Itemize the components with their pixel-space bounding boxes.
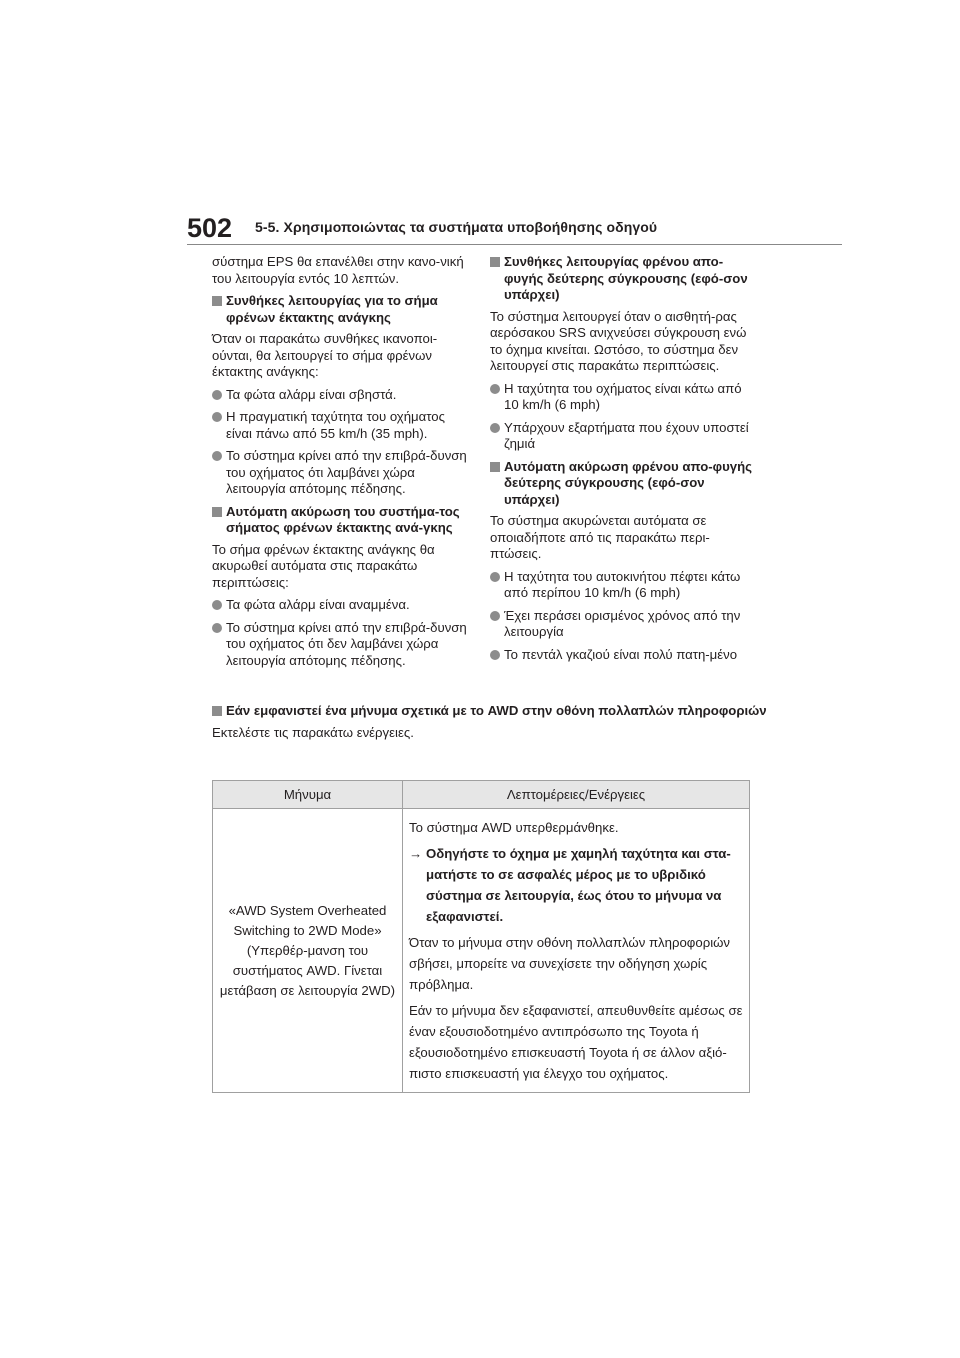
list-item — [212, 597, 474, 614]
section-heading — [212, 703, 772, 720]
list-item — [490, 647, 752, 664]
heading-text: Συνθήκες λειτουργίας για το σήμα φρένων έκτακτης ανάγκης — [226, 293, 438, 325]
square-bullet-icon — [490, 462, 500, 472]
list-item-text: Το σύστημα κρίνει από την επιβρά-δυνση του οχήματος ότι λαμβάνει χώρα λειτουργία απότομης πέδησης. — [226, 448, 467, 496]
table-row — [213, 809, 750, 1093]
circle-bullet-icon — [212, 623, 222, 633]
list-item — [490, 608, 752, 641]
list-item-text: Η πραγματική ταχύτητα του οχήματος είναι πάνω από 55 km/h (35 mph). — [226, 409, 445, 441]
list-item-text: Υπάρχουν εξαρτήματα που έχουν υποστεί ζημιά — [504, 419, 749, 451]
body-paragraph: Όταν οι παρακάτω συνθήκες ικανοποι-ούνται, θα λειτουργεί το σήμα φρένων έκτακτης ανάγκης: — [212, 331, 438, 379]
action-text: Οδηγήστε το όχημα με χαμηλή ταχύτητα και στα-ματήστε το σε ασφαλές μέρος με το υβριδικό σύστημα σε λειτουργία, έως ότου το μήνυμα να εξαφανιστεί. — [426, 846, 731, 924]
heading-text: Εάν εμφανιστεί ένα μήνυμα σχετικά με το AWD στην οθόνη πολλαπλών πληροφοριών — [226, 703, 767, 718]
heading-text: Αυτόματη ακύρωση φρένου απο-φυγής δεύτερης σύγκρουσης (εφό-σον υπάρχει) — [504, 458, 753, 507]
section-title: 5-5. Χρησιμοποιώντας τα συστήματα υποβοήθησης οδηγού — [255, 219, 658, 235]
list-item — [212, 409, 474, 442]
list-item-text: Τα φώτα αλάρμ είναι αναμμένα. — [226, 597, 410, 612]
list-item-text: Το σύστημα κρίνει από την επιβρά-δυνση του οχήματος ότι δεν λαμβάνει χώρα λειτουργία απότομης πέδησης. — [226, 619, 467, 668]
list-item-text: Το πεντάλ γκαζιού είναι πολύ πατη-μένο — [504, 646, 738, 662]
list-item — [212, 620, 474, 670]
section-heading — [212, 293, 474, 326]
details-paragraph: Εάν το μήνυμα δεν εξαφανιστεί, απευθυνθείτε αμέσως σε έναν εξουσιοδοτημένο αντιπρόσωπο της Toyota ή εξουσιοδοτημένο επισκευαστή Toyota ή σε άλλον αξιό-πιστο επισκευαστή για έλεγχο του οχήματος. — [409, 1003, 743, 1081]
section-heading — [490, 459, 752, 509]
body-paragraph: Το σήμα φρένων έκτακτης ανάγκης θα ακυρωθεί αυτόματα στις παρακάτω περιπτώσεις: — [212, 541, 435, 590]
circle-bullet-icon — [490, 611, 500, 621]
section-heading — [490, 254, 752, 304]
list-item — [490, 381, 752, 414]
table-header-row — [213, 781, 750, 809]
list-item — [490, 569, 752, 602]
page-number: 502 — [187, 213, 233, 243]
heading-text: Συνθήκες λειτουργίας φρένου απο-φυγής δεύτερης σύγκρουσης (εφό-σον υπάρχει) — [504, 254, 748, 302]
arrow-right-icon: → — [409, 846, 423, 861]
body-paragraph: Εκτελέστε τις παρακάτω ενέργειες. — [212, 724, 414, 740]
action-instruction — [409, 843, 743, 927]
intro-paragraph: σύστημα EPS θα επανέλθει στην κανο-νική του λειτουργία εντός 10 λεπτών. — [212, 254, 464, 286]
details-line: Το σύστημα AWD υπερθερμάνθηκε. — [409, 820, 619, 835]
details-cell — [403, 809, 750, 1093]
list-item-text: Η ταχύτητα του αυτοκινήτου πέφτει κάτω από περίπου 10 km/h (6 mph) — [504, 568, 741, 600]
list-item — [212, 448, 474, 498]
section-heading — [212, 504, 474, 537]
list-item-text: Τα φώτα αλάρμ είναι σβηστά. — [226, 386, 397, 402]
body-paragraph: Το σύστημα ακυρώνεται αυτόματα σε οποιαδήποτε από τις παρακάτω περι-πτώσεις. — [490, 513, 710, 561]
heading-text: Αυτόματη ακύρωση του συστήμα-τος σήματος φρένων έκτακτης ανά-γκης — [226, 503, 460, 535]
list-item — [212, 387, 474, 404]
body-paragraph: Το σύστημα λειτουργεί όταν ο αισθητή-ρας αερόσακου SRS ανιχνεύσει σύγκρουση ενώ το όχημα κινείται. Ωστόσο, το σύστημα δεν λειτουργεί στις παρακάτω περιπτώσεις. — [490, 308, 747, 373]
circle-bullet-icon — [212, 412, 222, 422]
page-header — [187, 210, 842, 246]
message-cell: «AWD System Overheated Switching to 2WD Mode» (Υπερθέρ-μανση του συστήματος AWD. Γίνεται μετάβαση σε λειτουργία 2WD) — [213, 809, 403, 1093]
header-divider — [187, 244, 842, 245]
column-header-message: Μήνυμα — [213, 781, 403, 809]
left-column — [212, 254, 474, 675]
list-item-text: Η ταχύτητα του οχήματος είναι κάτω από 10 km/h (6 mph) — [504, 380, 742, 412]
circle-bullet-icon — [490, 384, 500, 394]
circle-bullet-icon — [490, 572, 500, 582]
message-table — [212, 780, 750, 1093]
circle-bullet-icon — [212, 451, 222, 461]
list-item-text: Έχει περάσει ορισμένος χρόνος από την λειτουργία — [504, 607, 741, 639]
circle-bullet-icon — [490, 423, 500, 433]
circle-bullet-icon — [490, 650, 500, 660]
column-header-details: Λεπτομέρειες/Ενέργειες — [403, 781, 750, 809]
circle-bullet-icon — [212, 390, 222, 400]
details-paragraph: Όταν το μήνυμα στην οθόνη πολλαπλών πληροφοριών σβήσει, μπορείτε να συνεχίσετε την οδήγηση χωρίς πρόβλημα. — [409, 935, 731, 992]
right-column — [490, 254, 752, 669]
square-bullet-icon — [212, 507, 222, 517]
square-bullet-icon — [212, 706, 222, 716]
list-item — [490, 420, 752, 453]
square-bullet-icon — [212, 296, 222, 306]
square-bullet-icon — [490, 257, 500, 267]
circle-bullet-icon — [212, 600, 222, 610]
awd-section — [212, 703, 772, 747]
